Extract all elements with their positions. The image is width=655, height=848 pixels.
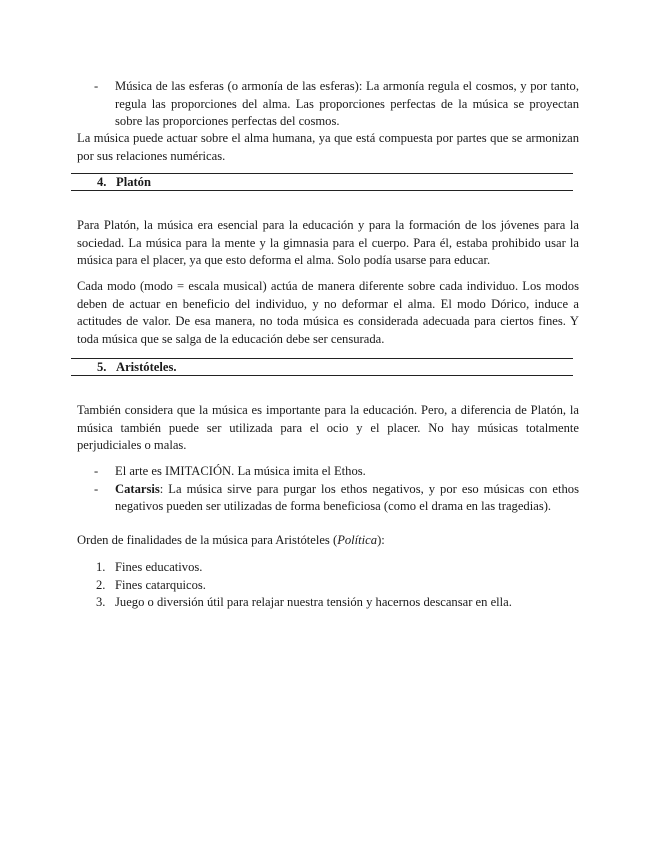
list-item — [77, 463, 579, 481]
aristoteles-paragraph: También considera que la música es importante para la educación. Pero, a diferencia de Platón, la música también puede ser utilizada para el ocio y el placer. No hay músicas totalmente perjudiciales o malas. — [77, 403, 579, 452]
platon-paragraph-1-block — [77, 217, 579, 270]
list-item — [77, 594, 579, 612]
section-heading-platon — [71, 173, 573, 191]
section-heading-aristoteles — [71, 358, 573, 376]
list-item — [77, 559, 579, 577]
section-title: Aristóteles. — [116, 360, 177, 374]
platon-paragraph-2: Cada modo (modo = escala musical) actúa de manera diferente sobre cada individuo. Los modos deben de actuar en beneficio del individuo, y no deformar el alma. El modo Dórico, induce a actitudes de valor. De esa manera, no toda música es considerada adecuada para ciertos fines. Y toda música que se salga de la educación debe ser censurada. — [77, 279, 579, 346]
intro-paragraph-block — [77, 130, 579, 165]
aristoteles-bullets — [77, 463, 579, 516]
list-item — [77, 78, 579, 131]
order-intro-text: Orden de finalidades de la música para Aristóteles ( — [77, 533, 338, 547]
intro-paragraph: La música puede actuar sobre el alma humana, ya que está compuesta por partes que se armonizan por sus relaciones numéricas. — [77, 131, 579, 163]
bullet-text: : La música sirve para purgar los ethos negativos, y por eso músicas con ethos negativos pueden ser utilizadas de forma beneficiosa (como el drama en las tragedias). — [115, 481, 579, 513]
bullet-mark: - — [94, 464, 99, 478]
bullet-lead: Catarsis — [115, 481, 160, 496]
order-intro-block — [77, 532, 579, 550]
list-text: Juego o diversión útil para relajar nuestra tensión y hacernos descansar en ella. — [115, 595, 512, 609]
order-list — [77, 559, 579, 612]
section-number: 5. — [97, 360, 107, 374]
list-number: 3. — [96, 595, 106, 609]
bullet-mark: - — [94, 79, 99, 93]
section-title: Platón — [116, 175, 151, 189]
bullet-text: Música de las esferas (o armonía de las esferas): La armonía regula el cosmos, y por tanto, regula las proporciones del alma. Las proporciones perfectas de la música se proyectan sobre las proporciones perfectas del cosmos. — [115, 79, 579, 128]
platon-paragraph-2-block — [77, 278, 579, 348]
list-text: Fines catarquicos. — [115, 577, 206, 592]
aristoteles-paragraph-block — [77, 402, 579, 455]
list-item — [77, 481, 579, 516]
list-number: 2. — [96, 577, 106, 592]
order-intro-close: ): — [377, 533, 385, 547]
platon-paragraph-1: Para Platón, la música era esencial para la educación y para la formación de los jóvenes para la sociedad. La música para la mente y la gimnasia para el cuerpo. Para él, estaba prohibido usar la música para el placer, ya que esto deforma el alma. Solo podía usarse para educar. — [77, 218, 579, 267]
list-item — [77, 577, 579, 595]
list-text: Fines educativos. — [115, 560, 203, 574]
order-intro — [77, 532, 579, 550]
bullet-mark: - — [94, 481, 99, 496]
order-intro-italic: Política — [337, 533, 378, 547]
section-number: 4. — [97, 175, 107, 189]
bullet-text: El arte es IMITACIÓN. La música imita el Ethos. — [115, 464, 366, 478]
list-number: 1. — [96, 560, 106, 574]
intro-bullet — [77, 78, 579, 131]
